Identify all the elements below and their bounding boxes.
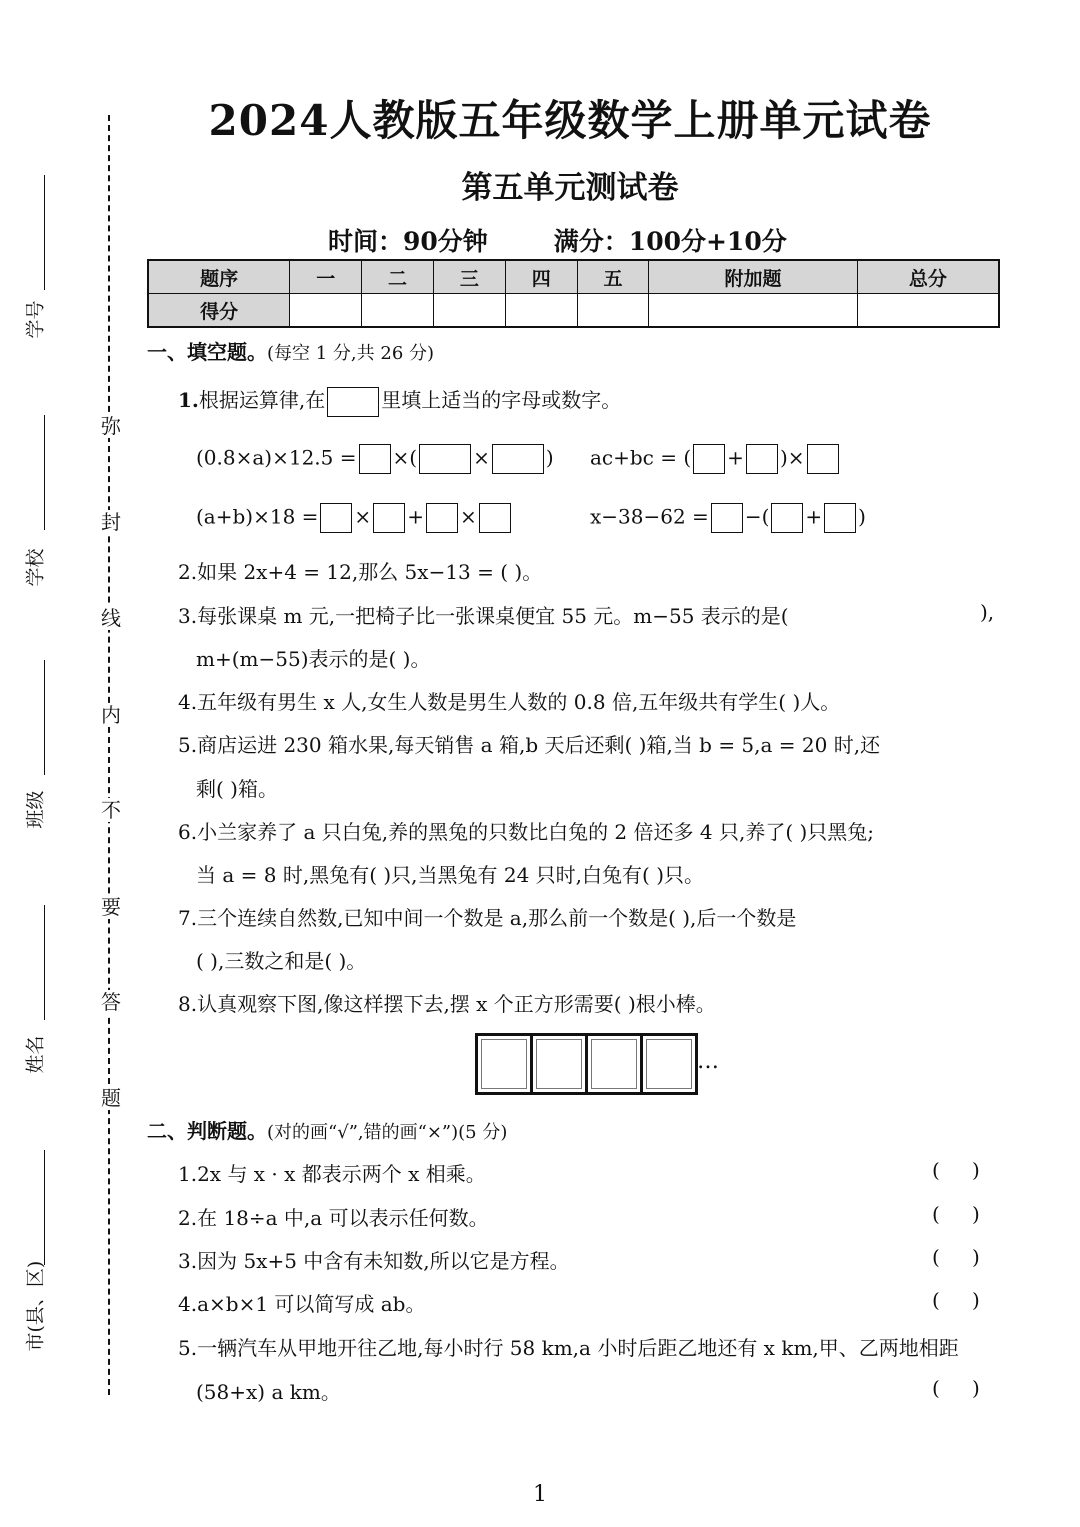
question-8: 8.认真观察下图,像这样摆下去,摆 x 个正方形需要( )根小棒。 <box>178 992 716 1016</box>
section2-title: 二、判断题。 <box>147 1119 267 1143</box>
section2-heading <box>147 1115 507 1144</box>
answer-box[interactable] <box>807 444 839 474</box>
school-line <box>44 415 45 530</box>
question-3-line1: 3.每张课桌 m 元,一把椅子比一张课桌便宜 55 元。m−55 表示的是( <box>178 604 789 628</box>
seal-dashed-line <box>108 115 110 1395</box>
seal-char: 封 <box>97 510 125 534</box>
answer-box[interactable] <box>373 503 405 533</box>
question-5-line1: 5.商店运进 230 箱水果,每天销售 a 箱,b 天后还剩( )箱,当 b = 5,a = 20 时,还 <box>178 733 881 757</box>
answer-box[interactable] <box>320 503 352 533</box>
question-6-line2: 当 a = 8 时,黑兔有( )只,当黑兔有 24 只时,白兔有( )只。 <box>196 863 704 887</box>
matchstick-square <box>530 1033 588 1095</box>
question-7-line1: 7.三个连续自然数,已知中间一个数是 a,那么前一个数是( ),后一个数是 <box>178 906 797 930</box>
matchstick-square <box>640 1033 698 1095</box>
score-input-cell[interactable] <box>649 294 857 328</box>
score-header-cell: 附加题 <box>649 260 857 294</box>
answer-box[interactable] <box>479 503 511 533</box>
judge-answer-paren[interactable]: ( ) <box>932 1288 980 1312</box>
seal-char: 线 <box>97 606 125 630</box>
score-input-cell[interactable] <box>362 294 434 328</box>
ellipsis: … <box>697 1049 719 1074</box>
judge-item: 1.2x 与 x · x 都表示两个 x 相乘。 <box>178 1162 486 1186</box>
school-label: 学校 <box>24 548 47 587</box>
score-row-label: 得分 <box>148 294 290 328</box>
seal-char: 不 <box>97 798 125 822</box>
page-number: 1 <box>533 1482 547 1507</box>
score-input-cell[interactable] <box>577 294 649 328</box>
question-5-line2: 剩( )箱。 <box>196 777 278 801</box>
score-table-score-row <box>148 294 999 328</box>
answer-box[interactable] <box>771 503 803 533</box>
student-id-label: 学号 <box>24 300 47 339</box>
seal-char: 要 <box>97 895 125 919</box>
score-header-cell: 二 <box>362 260 434 294</box>
score-input-cell[interactable] <box>433 294 505 328</box>
answer-box[interactable] <box>426 503 458 533</box>
answer-box[interactable] <box>693 444 725 474</box>
exam-full-score: 满分：100分+10分 <box>553 227 787 256</box>
answer-box[interactable] <box>492 444 544 474</box>
seal-char: 题 <box>97 1086 125 1110</box>
score-input-cell[interactable] <box>857 294 999 328</box>
question-4: 4.五年级有男生 x 人,女生人数是男生人数的 0.8 倍,五年级共有学生( )人。 <box>178 690 841 714</box>
judge-item-line2: (58+x) a km。 <box>196 1380 341 1404</box>
seal-char: 弥 <box>97 414 125 438</box>
page-title: 2024人教版五年级数学上册单元试卷 <box>208 96 932 145</box>
section1-note: (每空 1 分,共 26 分) <box>267 343 435 364</box>
answer-box[interactable] <box>711 503 743 533</box>
answer-box[interactable] <box>359 444 391 474</box>
score-input-cell[interactable] <box>290 294 362 328</box>
question-7-line2: ( ),三数之和是( )。 <box>196 949 367 973</box>
judge-answer-paren[interactable]: ( ) <box>932 1158 980 1182</box>
exam-time: 时间：90分钟 <box>328 227 488 256</box>
question-text: 根据运算律,在 <box>198 388 326 412</box>
equation-left: x−38−62 = <box>590 504 709 529</box>
judge-item: 5.一辆汽车从甲地开往乙地,每小时行 58 km,a 小时后距乙地还有 x km,甲、乙两地相距 <box>178 1336 959 1360</box>
section1-heading <box>147 336 434 365</box>
answer-box[interactable] <box>419 444 471 474</box>
equation-2: ac+bc = ( + )× <box>590 444 841 474</box>
equation-4: x−38−62 = −( + ) <box>590 503 866 533</box>
score-header-cell: 一 <box>290 260 362 294</box>
question-3-line1-end: ), <box>980 600 995 624</box>
seal-char: 答 <box>97 990 125 1014</box>
question-1 <box>178 384 621 417</box>
equation-left: ac+bc = ( <box>590 445 692 470</box>
matchstick-square <box>585 1033 643 1095</box>
equation-3: (a+b)×18 = × + × <box>196 503 513 533</box>
question-text: 里填上适当的字母或数字。 <box>381 388 622 412</box>
city-line <box>44 1150 45 1265</box>
name-label: 姓名 <box>24 1035 47 1074</box>
equation-left: (0.8×a)×12.5 = <box>196 445 357 470</box>
judge-answer-paren[interactable]: ( ) <box>932 1376 980 1400</box>
equation-1: (0.8×a)×12.5 = ×( × ) <box>196 444 554 474</box>
answer-box[interactable] <box>746 444 778 474</box>
exam-meta <box>328 222 787 258</box>
section2-note: (对的画“√”,错的画“×”)(5 分) <box>267 1122 508 1143</box>
judge-answer-paren[interactable]: ( ) <box>932 1202 980 1226</box>
score-header-cell: 三 <box>433 260 505 294</box>
score-header-cell: 总分 <box>857 260 999 294</box>
score-table-header-row <box>148 260 999 294</box>
equation-left: (a+b)×18 = <box>196 504 319 529</box>
score-input-cell[interactable] <box>505 294 577 328</box>
question-6-line1: 6.小兰家养了 a 只白兔,养的黑兔的只数比白兔的 2 倍还多 4 只,养了( )只黑兔; <box>178 820 875 844</box>
city-label: 市(县、区) <box>24 1260 47 1352</box>
judge-item: 4.a×b×1 可以简写成 ab。 <box>178 1292 426 1316</box>
sample-box <box>327 387 379 417</box>
seal-char: 内 <box>97 703 125 727</box>
score-header-cell: 题序 <box>148 260 290 294</box>
judge-item: 3.因为 5x+5 中含有未知数,所以它是方程。 <box>178 1249 570 1273</box>
class-label: 班级 <box>24 790 47 829</box>
class-line <box>44 660 45 775</box>
matchstick-square <box>475 1033 533 1095</box>
question-2: 2.如果 2x+4 = 12,那么 5x−13 = ( )。 <box>178 560 543 584</box>
section1-title: 一、填空题。 <box>147 340 267 364</box>
question-number: 1. <box>178 388 199 412</box>
judge-answer-paren[interactable]: ( ) <box>932 1245 980 1269</box>
page-subtitle: 第五单元测试卷 <box>461 170 679 206</box>
score-header-cell: 四 <box>505 260 577 294</box>
answer-box[interactable] <box>824 503 856 533</box>
question-3-line2: m+(m−55)表示的是( )。 <box>196 647 431 671</box>
name-line <box>44 905 45 1020</box>
score-header-cell: 五 <box>577 260 649 294</box>
judge-item: 2.在 18÷a 中,a 可以表示任何数。 <box>178 1206 489 1230</box>
score-table <box>147 259 1000 328</box>
